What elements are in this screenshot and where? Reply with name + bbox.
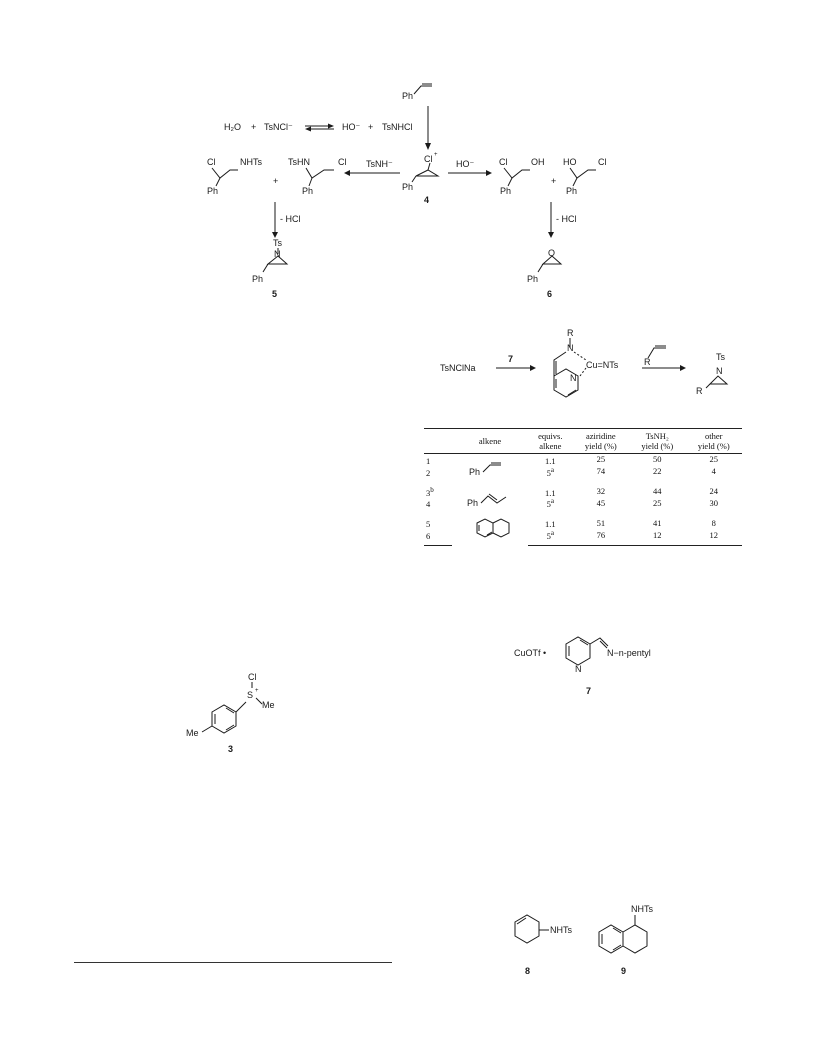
- equiv-cell: 5$^a$: [546, 465, 554, 478]
- tsnh2-yield-cell: 12: [629, 529, 685, 545]
- compound-7-prefix: CuOTf •: [514, 648, 547, 658]
- tsnh2-yield-cell: 25: [653, 497, 662, 508]
- styrene-ph-label: Ph: [469, 466, 481, 477]
- compound-6-number: 6: [547, 289, 553, 299]
- compound-7-ring-n: N: [575, 664, 582, 674]
- dihydronaphthalene-structure: [455, 518, 525, 542]
- tsnh2-yield-cell: 50: [653, 454, 662, 465]
- entry-cell: 1: [426, 455, 431, 466]
- compound-7-chain: N−n-pentyl: [607, 648, 651, 658]
- header-equivs: equivs. alkene: [528, 429, 573, 454]
- compound-3-me-s: Me: [262, 700, 275, 710]
- scheme-1: [0, 0, 816, 310]
- header-other: other yield (%): [686, 429, 742, 454]
- compounds-8-9-structures: [505, 902, 685, 982]
- complex-pyr-n: N: [570, 373, 577, 383]
- results-table: [424, 428, 742, 546]
- aziridine-n: N: [274, 249, 281, 259]
- alkene-dihydronaphthalene: [452, 517, 528, 545]
- footnote-rule: [74, 962, 392, 963]
- product-d-ho: HO: [563, 157, 577, 167]
- entry-cell: 3$^b$: [426, 485, 434, 498]
- other-yield-cell: 12: [686, 529, 742, 545]
- product-a-cl: Cl: [207, 157, 216, 167]
- equiv-cell: 1.1: [544, 455, 556, 466]
- equiv-cell: 5$^a$: [546, 497, 554, 510]
- minus-hcl-left: - HCl: [280, 214, 301, 224]
- complex-r: R: [567, 328, 574, 338]
- tsnh2-yield-cell: 41: [653, 517, 662, 528]
- aziridine-yield-cell: 25: [596, 454, 606, 465]
- compound-9-number: 9: [621, 966, 627, 976]
- tsnh2-yield-cell: 44: [653, 486, 662, 497]
- chloronium-ph: Ph: [402, 182, 414, 192]
- chloronium-charge: +: [434, 152, 438, 158]
- epoxide-o: O: [548, 248, 556, 258]
- product-d-ph: Ph: [566, 186, 578, 196]
- compound-4-number: 4: [424, 195, 430, 205]
- product-c-cl: Cl: [499, 157, 508, 167]
- other-yield-cell: 4: [711, 466, 716, 477]
- compound-3-s: S: [247, 690, 254, 700]
- table-row: [424, 486, 742, 498]
- complex-cu: Cu=NTs: [586, 360, 619, 370]
- aziridine-ts: Ts: [273, 238, 282, 248]
- aziridine-yield-cell: 45: [596, 497, 606, 508]
- entry-cell: 2: [426, 467, 431, 478]
- header-aziridine: aziridine yield (%): [573, 429, 629, 454]
- header-tsnh2: TsNH₂ yield (%): [629, 429, 685, 454]
- other-yield-cell: 8: [711, 517, 716, 528]
- alkene-styrene: [452, 454, 528, 486]
- epoxide-ph: Ph: [527, 274, 539, 284]
- aziridine-yield-cell: 74: [596, 466, 606, 477]
- eq-tsncl: TsNCl⁻: [264, 122, 293, 132]
- compound-8-nhts: NHTs: [550, 925, 572, 935]
- aziridine-yield-cell: 76: [573, 529, 629, 545]
- other-yield-cell: 30: [709, 497, 718, 508]
- compound-5-number: 5: [272, 289, 278, 299]
- product-aziridine-ring: [710, 376, 727, 384]
- product-n: N: [716, 366, 723, 376]
- compound-7-number: 7: [586, 686, 592, 696]
- tsnh2-yield-cell: 22: [653, 466, 662, 477]
- compound-7-structure: [510, 632, 680, 712]
- aziridine-yield-cell: 51: [596, 517, 606, 528]
- catalyst-label: 7: [508, 354, 514, 364]
- scheme-2: [430, 318, 760, 408]
- eq-tsnhcl: TsNHCl: [382, 122, 413, 132]
- compound-3-cl: Cl: [248, 672, 257, 682]
- table-header-row: [424, 429, 742, 454]
- compound-8-number: 8: [525, 966, 531, 976]
- product-c-oh: OH: [531, 157, 545, 167]
- header-entry: [424, 429, 452, 454]
- aziridine-yield-cell: 32: [596, 486, 606, 497]
- other-yield-cell: 24: [709, 486, 718, 497]
- product-b-tshn: TsHN: [288, 157, 310, 167]
- eq-plus-1: +: [251, 122, 257, 132]
- compound-9-nhts: NHTs: [631, 904, 653, 914]
- styrene-ph: Ph: [402, 91, 414, 101]
- aziridine-ph: Ph: [252, 274, 264, 284]
- equiv-cell: 1.1: [544, 519, 556, 530]
- entry-cell: 4: [426, 499, 431, 510]
- product-a-nhts: NHTs: [240, 157, 262, 167]
- product-plus-right: +: [551, 176, 557, 186]
- eq-ho: HO⁻: [342, 122, 361, 132]
- product-ts: Ts: [716, 352, 725, 362]
- entry-cell: 6: [424, 529, 452, 545]
- complex-n: N: [567, 343, 574, 353]
- equiv-cell: 1.1: [544, 487, 556, 498]
- methylstyrene-ph-label: Ph: [467, 498, 479, 509]
- table-row: [424, 454, 742, 466]
- product-a-ph: Ph: [207, 186, 219, 196]
- header-alkene: alkene: [452, 429, 528, 454]
- product-b-ph: Ph: [302, 186, 314, 196]
- product-plus-left: +: [273, 176, 279, 186]
- product-r: R: [696, 386, 703, 396]
- entry-cell: 5: [426, 519, 431, 530]
- compound-3-number: 3: [228, 744, 234, 754]
- methylstyrene-structure: [455, 491, 525, 509]
- table-row: [424, 517, 742, 529]
- styrene-structure: [455, 460, 525, 478]
- minus-hcl-right: - HCl: [556, 214, 577, 224]
- product-c-ph: Ph: [500, 186, 512, 196]
- compound-3-me-ring: Me: [186, 728, 199, 738]
- product-d-cl: Cl: [598, 157, 607, 167]
- reagent-ho: HO⁻: [456, 159, 475, 169]
- start-reagent: TsNClNa: [440, 363, 476, 373]
- reagent-tsnh: TsNH⁻: [366, 159, 393, 169]
- alkene-r: R: [644, 357, 651, 367]
- chloronium-ring: [416, 170, 438, 176]
- chloronium-cl: Cl: [424, 154, 433, 164]
- eq-plus-2: +: [368, 122, 374, 132]
- product-b-cl: Cl: [338, 157, 347, 167]
- eq-h2o: H₂O: [224, 122, 241, 132]
- compound-3-charge: +: [255, 688, 259, 694]
- compound-3-structure: [180, 670, 290, 760]
- other-yield-cell: 25: [709, 454, 718, 465]
- equiv-cell: 5$^a$: [528, 529, 573, 545]
- styrene-bonds: [414, 84, 432, 94]
- alkene-methylstyrene: [452, 486, 528, 518]
